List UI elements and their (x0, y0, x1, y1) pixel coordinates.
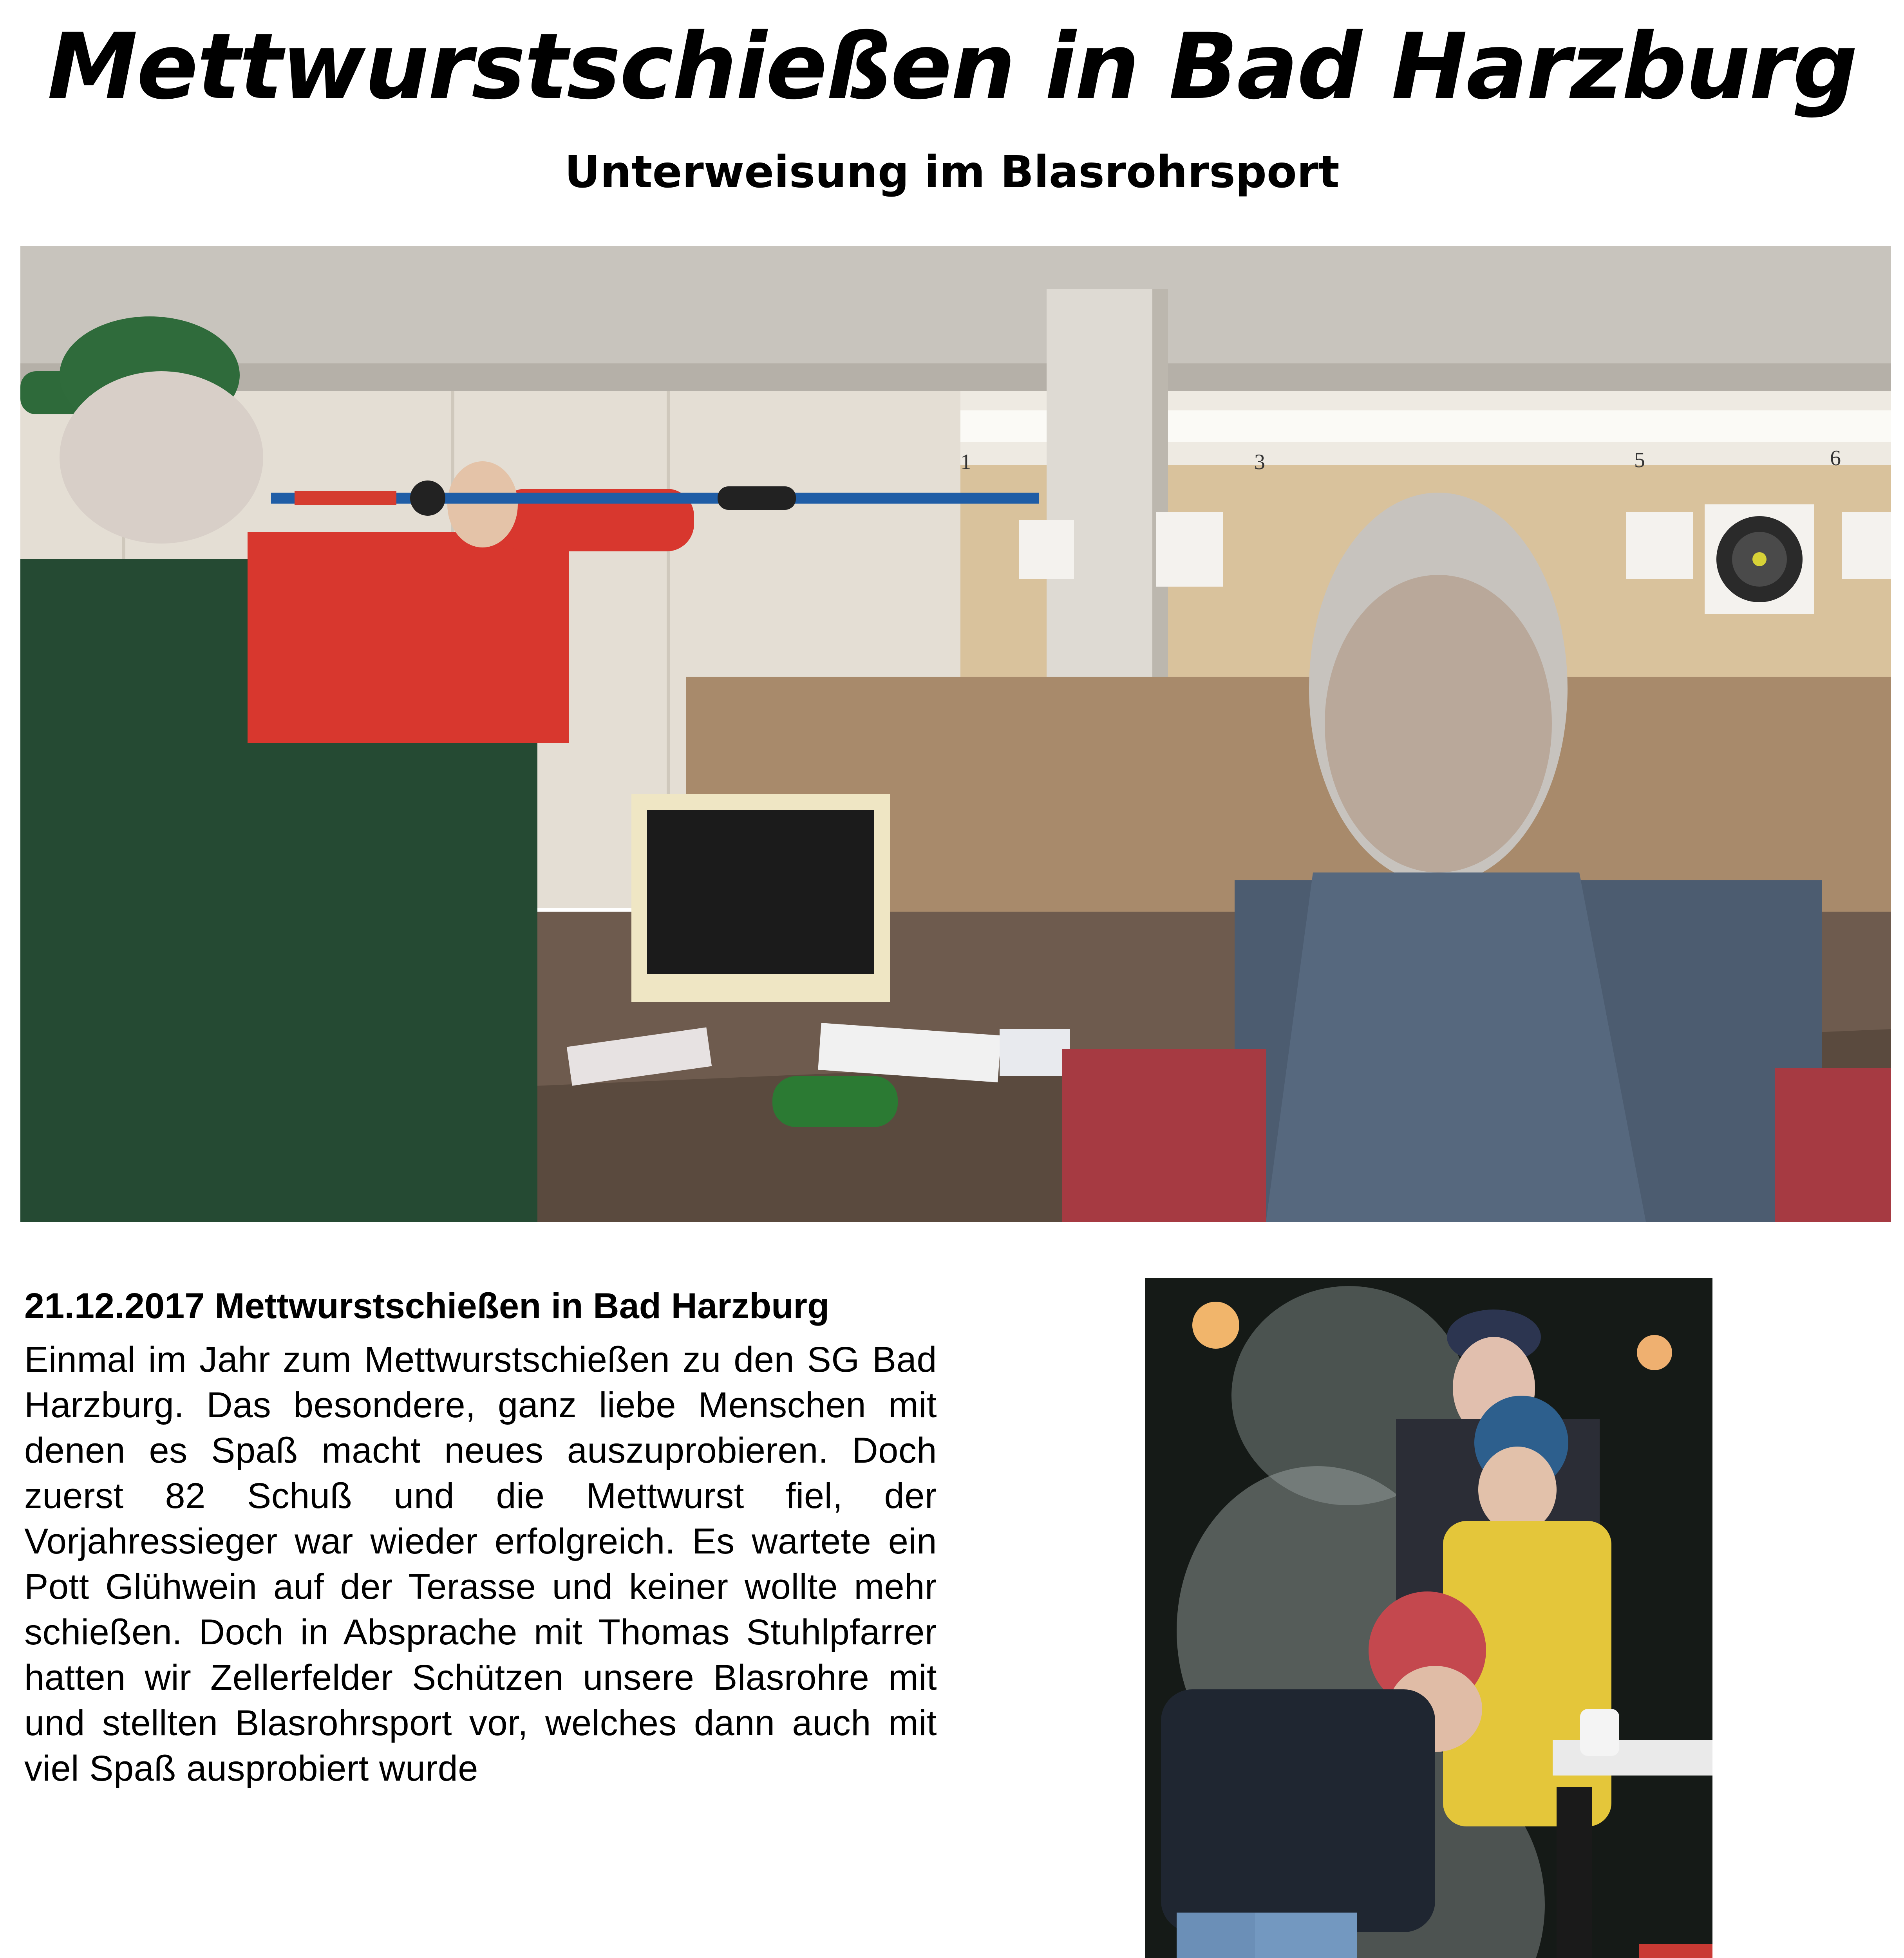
article-body: Einmal im Jahr zum Mettwurstschießen zu den SG Bad Harzburg. Das besondere, ganz liebe Menschen mit denen es Spaß macht neues auszuprobieren. Doch zuerst 82 Schuß und die Mettwurst fiel, der Vorjahressieger war wieder erfolgreich. Es wartete ein Pott Glühwein auf der Terasse und keiner wollte mehr schießen. Doch in Absprache mit Thomas Stuhlpfarrer hatten wir Zellerfelder Schützen unsere Blasrohre mit und stellten Blasrohrsport vor, welches dann auch mit viel Spaß ausprobiert wurde (24, 1340, 937, 1788)
page-title: Mettwurstschießen in Bad Harzburg (47, 14, 1857, 119)
gluehwein-photo (1145, 1278, 1712, 1958)
article (24, 1281, 937, 1791)
shooting-range-photo (20, 246, 1891, 1222)
page-subtitle: Unterweisung im Blasrohrsport (564, 147, 1340, 198)
lane-number: 6 (1830, 446, 1841, 470)
lane-number: 5 (1634, 448, 1645, 472)
lane-number: 1 (960, 450, 971, 474)
article-heading: 21.12.2017 Mettwurstschießen in Bad Harzburg (24, 1286, 830, 1326)
gluehwein-illustration (1145, 1278, 1712, 1958)
shooting-range-illustration (20, 246, 1891, 1222)
lane-number: 3 (1254, 450, 1265, 474)
